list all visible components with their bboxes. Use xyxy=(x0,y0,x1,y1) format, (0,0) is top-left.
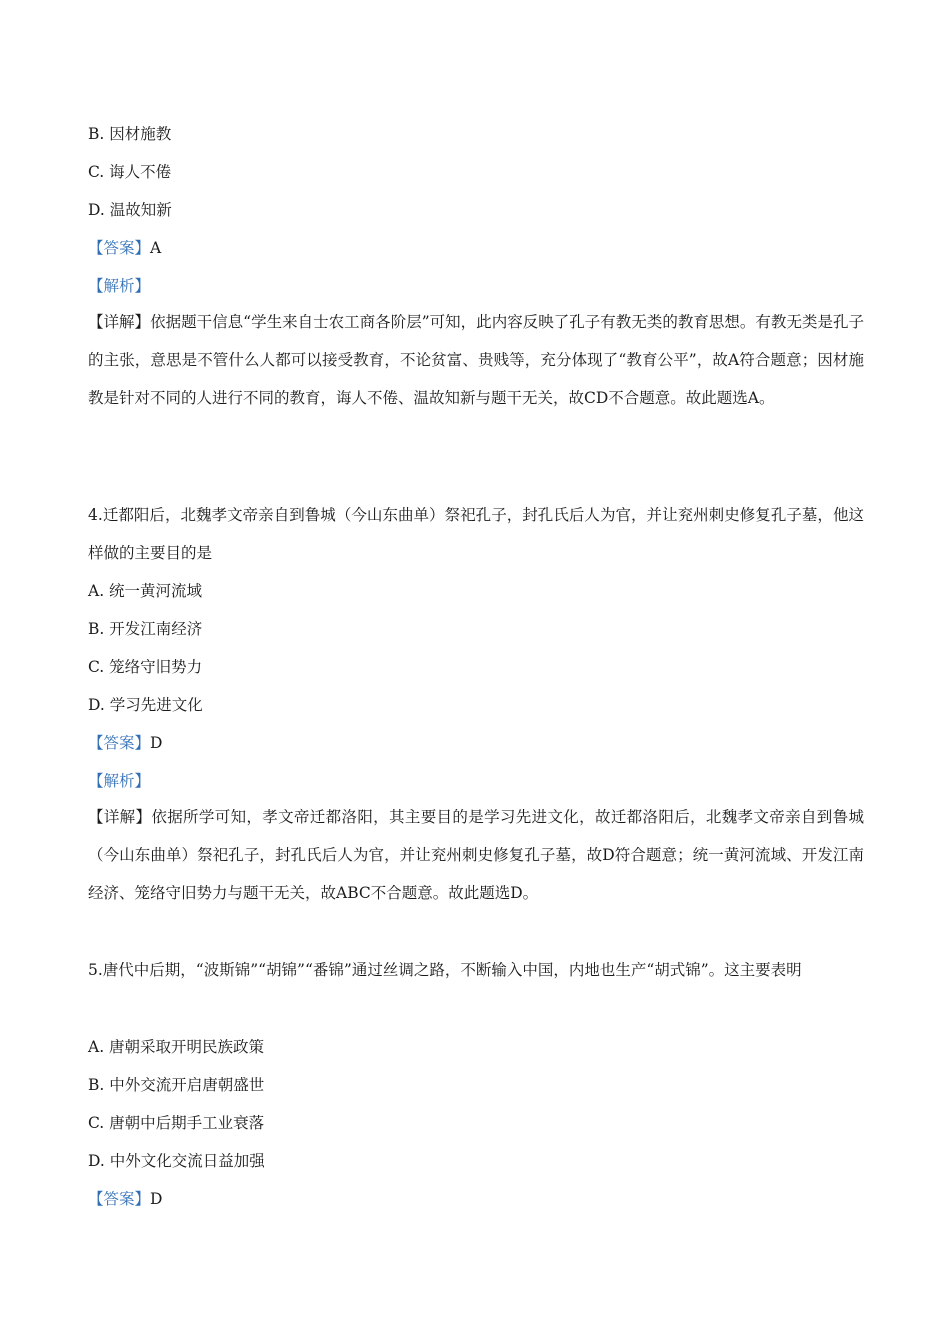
q4-analysis-label: 【解析】 xyxy=(88,772,151,790)
q4-option-a: A. 统一黄河流域 xyxy=(88,582,203,600)
q5-answer xyxy=(88,1187,162,1209)
q3-answer xyxy=(88,236,161,258)
q3-analysis-label: 【解析】 xyxy=(88,277,151,295)
q4-detail xyxy=(88,798,864,912)
q5-option-a: A. 唐朝采取开明民族政策 xyxy=(88,1038,265,1056)
answer-label: 【答案】 xyxy=(88,734,151,752)
answer-value: D xyxy=(150,734,163,752)
q4-option-b: B. 开发江南经济 xyxy=(88,620,203,638)
detail-text: 依据题干信息“学生来自士农工商各阶层”可知，此内容反映了孔子有教无类的教育思想。有教无类是孔子的主张，意思是不管什么人都可以接受教育，不论贫富、贵贱等，充分体现了“教育公平”，故A符合题意；因材施教是针对不同的人进行不同的教育，诲人不倦、温故知新与题干无关，故CD不合题意。故此题选A。 xyxy=(88,313,864,407)
q5-option-d: D. 中外文化交流日益加强 xyxy=(88,1152,265,1170)
q4-option-c: C. 笼络守旧势力 xyxy=(88,658,203,676)
answer-label: 【答案】 xyxy=(88,239,151,257)
answer-value: A xyxy=(150,239,162,257)
q5-option-c: C. 唐朝中后期手工业衰落 xyxy=(88,1114,265,1132)
q3-option-b: B. 因材施教 xyxy=(88,125,172,143)
q3-detail xyxy=(88,303,864,417)
q3-option-c: C. 诲人不倦 xyxy=(88,163,172,181)
q4-answer xyxy=(88,731,162,753)
q4-stem: 4.迁都阳后，北魏孝文帝亲自到鲁城（今山东曲单）祭祀孔子，封孔氏后人为官，并让兖州刺史修复孔子墓，他这样做的主要目的是 xyxy=(88,506,864,562)
q3-option-d: D. 温故知新 xyxy=(88,201,172,219)
answer-value: D xyxy=(150,1190,163,1208)
detail-label: 【详解】 xyxy=(88,808,152,826)
detail-label: 【详解】 xyxy=(88,313,151,331)
q5-option-b: B. 中外交流开启唐朝盛世 xyxy=(88,1076,265,1094)
detail-text: 依据所学可知，孝文帝迁都洛阳，其主要目的是学习先进文化，故迁都洛阳后，北魏孝文帝亲自到鲁城（今山东曲单）祭祀孔子，封孔氏后人为官，并让兖州刺史修复孔子墓，故D符合题意；统一黄河流域、开发江南经济、笼络守旧势力与题干无关，故ABC不合题意。故此题选D。 xyxy=(88,808,864,902)
answer-label: 【答案】 xyxy=(88,1190,151,1208)
q4-option-d: D. 学习先进文化 xyxy=(88,696,203,714)
q5-stem: 5.唐代中后期，“波斯锦”“胡锦”“番锦”通过丝调之路，不断输入中国，内地也生产“胡式锦”。这主要表明 xyxy=(88,961,802,979)
